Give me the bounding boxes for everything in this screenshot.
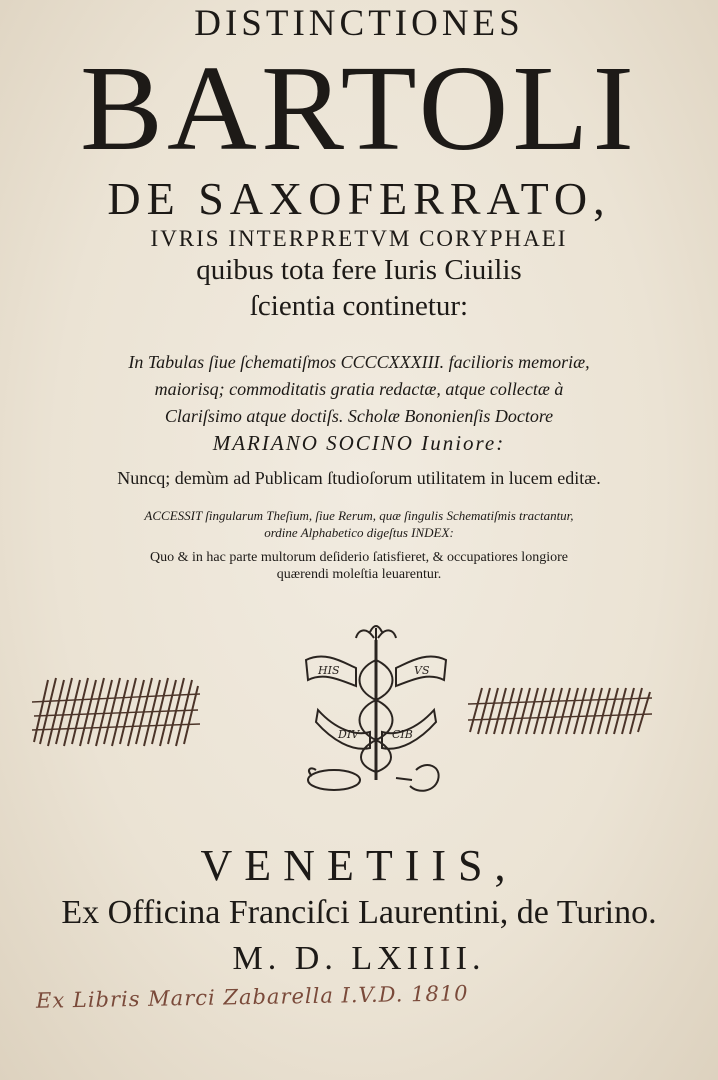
imprint-year: M. D. LXIIII. xyxy=(232,940,486,977)
accessit-line-1: ACCESSIT ſingularum Theſium, ſiue Rerum, quæ ſingulis Schematiſmis tractantur, xyxy=(144,508,574,523)
title-line-quibus: quibus tota fere Iuris Ciuilis xyxy=(196,254,522,286)
device-banner-lower-right: CIB xyxy=(392,728,413,741)
description-line-3: Clariſsimo atque doctiſs. Scholæ Bononienſis Doctore xyxy=(164,406,554,426)
quo-line-1: Quo & in hac parte multorum deſiderio ſatisfieret, & occupatiores longiore xyxy=(150,550,568,565)
device-banner-left: HIS xyxy=(318,664,340,677)
title-line-coryphaei: IVRIS INTERPRETVM CORYPHAEI xyxy=(150,226,568,251)
nunc-line: Nuncq; demùm ad Publicam ſtudioſorum utilitatem in lucem editæ. xyxy=(117,468,601,488)
title-line-scientia: ſcientia continetur: xyxy=(249,290,469,322)
device-banner-lower-left: DIV xyxy=(338,728,360,741)
imprint-officina: Ex Officina Franciſci Laurentini, de Turino. xyxy=(61,894,657,931)
quo-line-2: quærendi moleſtia leuarentur. xyxy=(276,567,442,582)
title-line-bartoli: BARTOLI xyxy=(79,41,639,176)
printer-device-caduceus-icon xyxy=(296,620,456,810)
description-line-2: maiorisq; commoditatis gratia redactæ, atque collectæ à xyxy=(154,379,564,399)
provenance-inscription: Ex Libris Marci Zabarella I.V.D. 1810 xyxy=(35,981,469,1013)
accessit-line-2: ordine Alphabetico digeſtus INDEX: xyxy=(264,525,454,540)
description-line-1: In Tabulas ſiue ſchematiſmos CCCCXXXIII. facilioris memoriæ, xyxy=(128,352,590,372)
ink-scribble-right-icon xyxy=(466,682,654,738)
description-line-4: MARIANO SOCINO Iuniore: xyxy=(212,431,506,455)
title-line-saxoferrato: DE SAXOFERRATO, xyxy=(107,173,611,224)
device-banner-right: VS xyxy=(414,664,430,677)
imprint-city: VENETIIS, xyxy=(200,841,518,890)
title-line-distinctiones: DISTINCTIONES xyxy=(194,3,524,44)
ink-scribble-left-icon xyxy=(30,672,202,752)
